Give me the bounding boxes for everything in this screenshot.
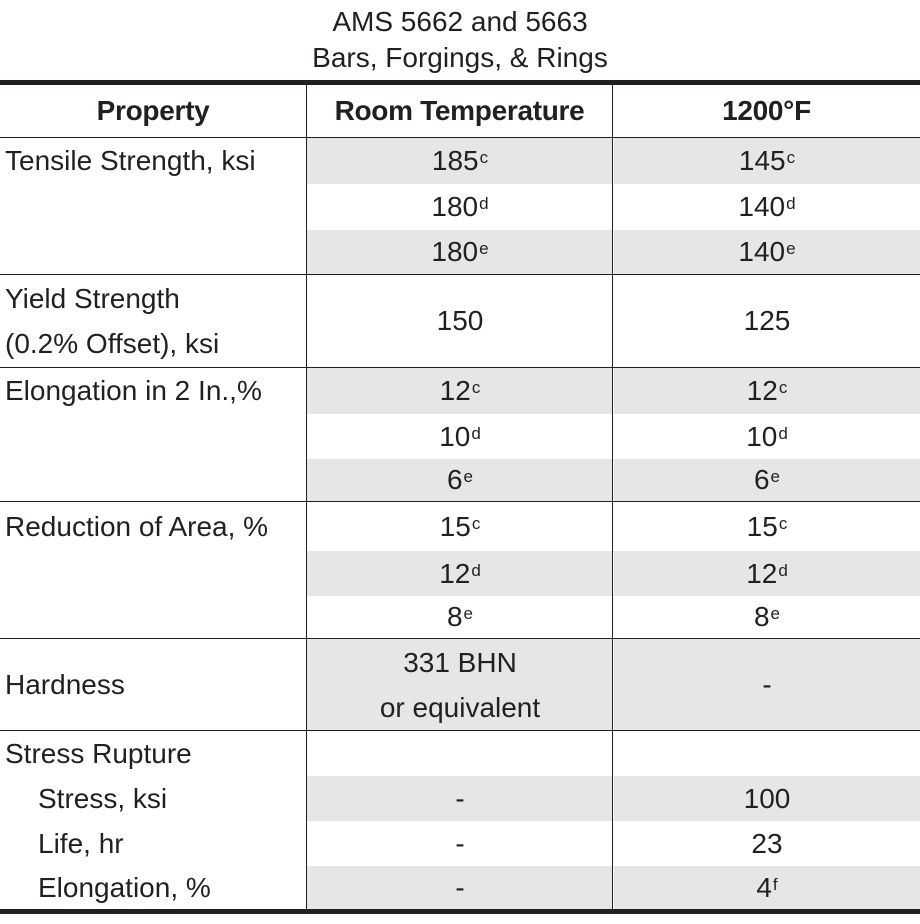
label-stress-rupture: Stress Rupture [5,737,192,769]
rupture-stress-room: - [307,776,613,821]
row-divider-header [0,137,920,138]
reduction-high-c: 15 $^c$ [746,510,788,542]
label-tensile-strength: Tensile Strength, ksi [5,145,256,176]
tensile-room-d: 180 $^d$ [431,191,489,222]
elong-room-e: 6 $^e$ [307,459,613,501]
tensile-room-e: 180 $^e$ [307,230,613,274]
rupture-stress-high: 100 [614,776,920,821]
hardness-high: - [614,639,920,730]
header-1200f: 1200°F [722,95,811,126]
rupture-life-high: 23 [751,827,783,859]
reduction-room-d: 12 $^d$ [307,551,613,596]
row-divider-reduction [0,638,920,639]
row-divider-hardness [0,730,920,731]
column-divider-1 [306,85,307,909]
tensile-high-e: 140 $^e$ [614,230,920,274]
reduction-high-d: 12 $^d$ [614,551,920,596]
hardness-room-line-2: or equivalent [379,691,541,723]
yield-room: 150 [436,305,484,336]
reduction-room-c: 15 $^c$ [439,510,481,542]
hardness-room-line-1: 331 BHN [403,646,517,678]
yield-high: 125 [743,305,791,336]
column-divider-2 [612,85,613,909]
header-property: Property [96,95,210,126]
reduction-high-e: 8 $^e$ [753,601,781,632]
label-elongation: Elongation in 2 In.,% [5,375,262,406]
elong-high-d: 10 $^d$ [746,420,788,452]
label-rupture-stress: Stress, ksi [38,782,168,814]
label-hardness: Hardness [5,668,125,700]
elong-high-c: 12 $^c$ [614,368,920,414]
label-reduction-of-area: Reduction of Area, % [5,510,269,542]
rupture-elongation-room: - [307,866,613,909]
hardness-room [307,639,613,730]
properties-table [0,80,920,914]
label-rupture-elongation: Elongation, % [38,871,211,903]
reduction-room-e: 8 $^e$ [446,601,474,632]
label-yield-strength [0,275,306,367]
elong-room-d: 10 $^d$ [439,420,481,452]
row-divider-elongation [0,501,920,502]
header-room-temperature: Room Temperature [334,95,585,126]
tensile-room-c: 185 $^c$ [307,138,613,184]
row-divider-tensile [0,274,920,275]
rupture-life-room: - [455,827,465,859]
elong-high-e: 6 $^e$ [614,459,920,501]
label-yield-line-2: (0.2% Offset), ksi [5,328,220,359]
label-yield-line-1: Yield Strength [5,283,180,314]
label-rupture-life: Life, hr [38,827,124,859]
table-title-line-1: AMS 5662 and 5663 [332,6,588,37]
elong-room-c: 12 $^c$ [307,368,613,414]
rupture-elongation-high: 4 $^f$ [614,866,920,909]
tensile-high-d: 140 $^d$ [738,191,796,222]
tensile-high-c: 145 $^c$ [614,138,920,184]
table-title-line-2: Bars, Forgings, & Rings [312,42,608,73]
row-divider-yield [0,367,920,368]
